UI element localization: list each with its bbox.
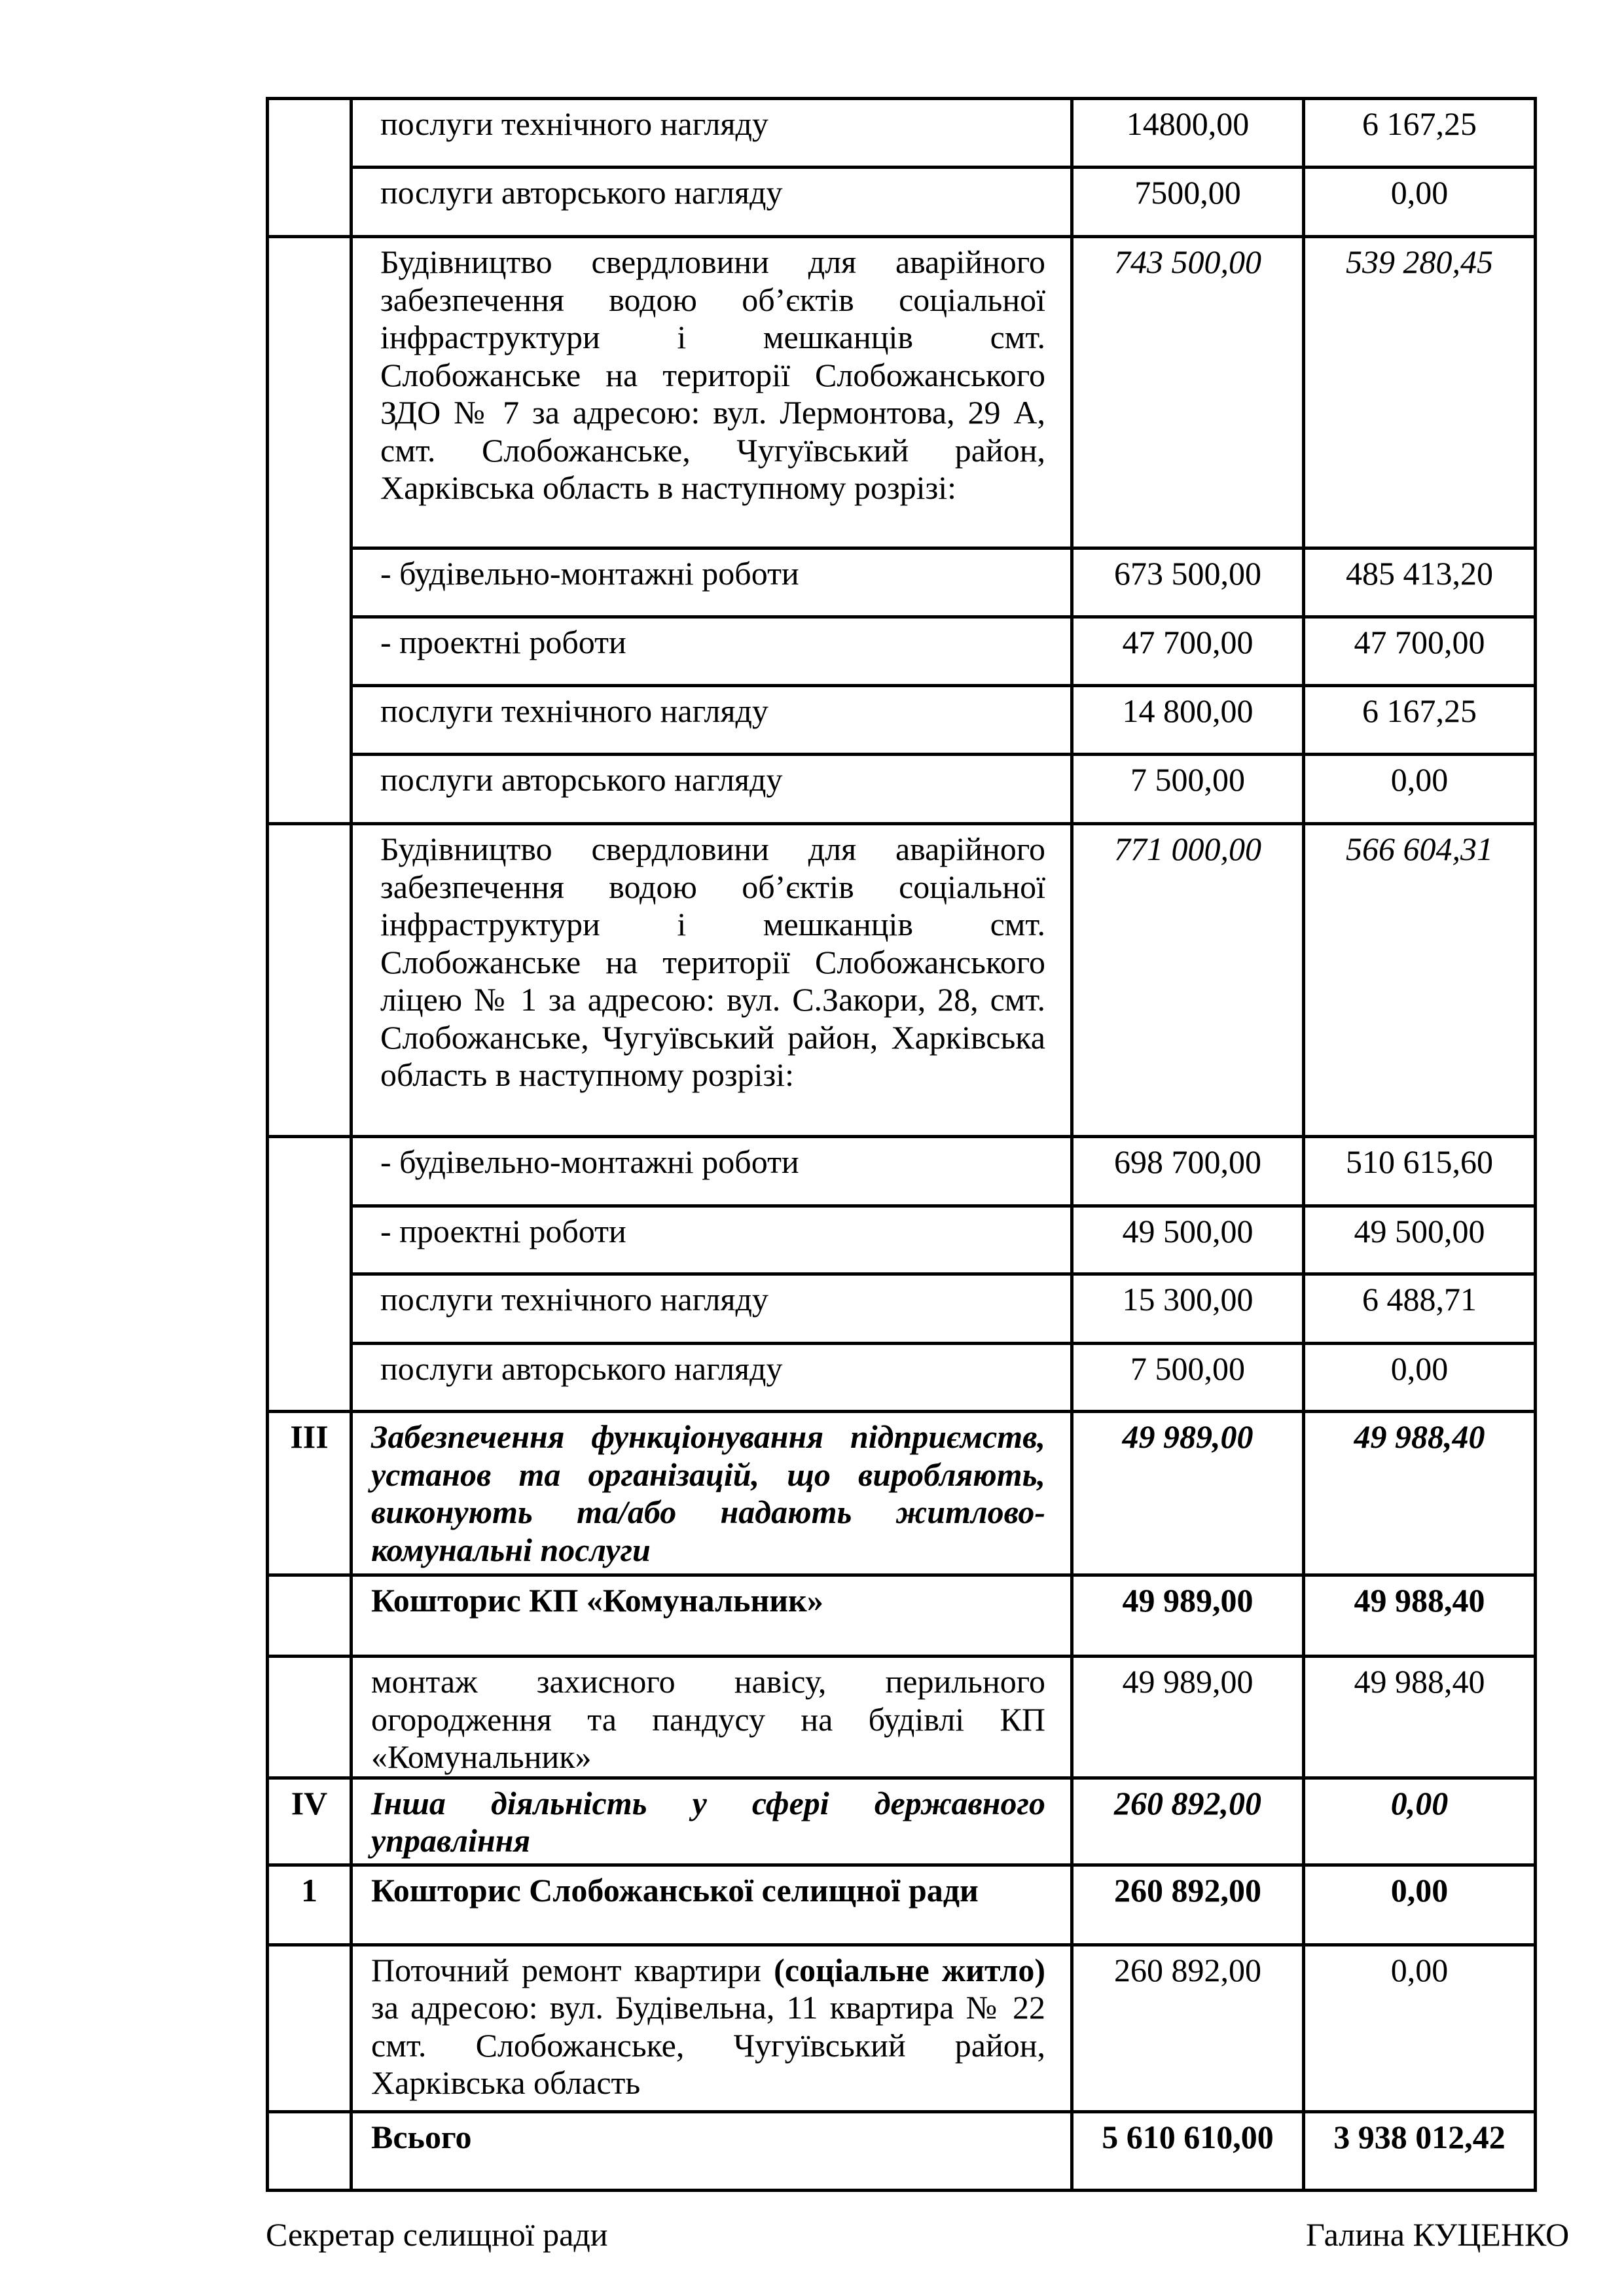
row-plan-amount: 260 892,00	[1072, 1945, 1304, 2111]
row-actual-amount: 0,00	[1304, 1865, 1536, 1945]
table-row	[268, 1865, 1536, 1945]
row-index	[268, 2111, 352, 2190]
row-description: послуги авторського нагляду	[352, 1344, 1072, 1412]
table-row	[268, 1575, 1536, 1657]
row-description: Кошторис КП «Комунальник»	[352, 1575, 1072, 1657]
row-description: послуги технічного нагляду	[352, 99, 1072, 168]
row-description: послуги авторського нагляду	[352, 755, 1072, 824]
table-row	[268, 1945, 1536, 2111]
row-description: - проектні роботи	[352, 617, 1072, 686]
row-plan-amount: 260 892,00	[1072, 1865, 1304, 1945]
row-index	[268, 237, 352, 824]
table-row	[268, 1344, 1536, 1412]
row-description: Поточний ремонт квартири (соціальне житло) за адресою: вул. Будівельна, 11 квартира № 22 смт. Слобожанське, Чугуївський район, Харківська область	[352, 1945, 1072, 2111]
row-index: 1	[268, 1865, 352, 1945]
budget-table	[266, 97, 1537, 2192]
row-description: послуги технічного нагляду	[352, 686, 1072, 755]
section-title: Інша діяльність у сфері державного управління	[352, 1778, 1072, 1865]
row-description: - будівельно-монтажні роботи	[352, 1137, 1072, 1206]
section-number: IV	[268, 1778, 352, 1865]
row-description: Будівництво свердловини для аварійного забезпечення водою об’єктів соціальної інфраструктури і мешканців смт. Слобожанське на території Слобожанського ліцею № 1 за адресою: вул. С.Закори, 28, смт. Слобожанське, Чугуївський район, Харківська область в наступному розрізі:	[352, 824, 1072, 1137]
row-plan-amount: 673 500,00	[1072, 548, 1304, 617]
table-row	[268, 99, 1536, 168]
row-index	[268, 99, 352, 237]
row-plan-amount: 49 989,00	[1072, 1412, 1304, 1575]
row-actual-amount: 566 604,31	[1304, 824, 1536, 1137]
total-label: Всього	[352, 2111, 1072, 2190]
table-row	[268, 1657, 1536, 1778]
table-row	[268, 686, 1536, 755]
section-number: III	[268, 1412, 352, 1575]
row-description: - проектні роботи	[352, 1206, 1072, 1274]
row-actual-amount: 49 500,00	[1304, 1206, 1536, 1274]
row-actual-amount: 6 167,25	[1304, 99, 1536, 168]
row-plan-amount: 14800,00	[1072, 99, 1304, 168]
row-actual-amount: 0,00	[1304, 1945, 1536, 2111]
row-plan-amount: 14 800,00	[1072, 686, 1304, 755]
row-actual-amount: 6 488,71	[1304, 1274, 1536, 1344]
table-row	[268, 1137, 1536, 1206]
section-row	[268, 1778, 1536, 1865]
section-title: Забезпечення функціонування підприємств, установ та організацій, що виробляють, виконують та/або надають житлово-комунальні послуги	[352, 1412, 1072, 1575]
row-description: послуги технічного нагляду	[352, 1274, 1072, 1344]
table-row	[268, 1206, 1536, 1274]
table-row	[268, 548, 1536, 617]
table-row	[268, 755, 1536, 824]
row-plan-amount: 15 300,00	[1072, 1274, 1304, 1344]
total-row	[268, 2111, 1536, 2190]
row-actual-amount: 0,00	[1304, 1344, 1536, 1412]
row-plan-amount: 49 989,00	[1072, 1657, 1304, 1778]
row-index	[268, 1945, 352, 2111]
signatory-name: Галина КУЦЕНКО	[1306, 2216, 1570, 2253]
total-plan-amount: 5 610 610,00	[1072, 2111, 1304, 2190]
row-description: Будівництво свердловини для аварійного забезпечення водою об’єктів соціальної інфраструктури і мешканців смт. Слобожанське на території Слобожанського ЗДО № 7 за адресою: вул. Лермонтова, 29 А, смт. Слобожанське, Чугуївський район, Харківська область в наступному розрізі:	[352, 237, 1072, 548]
row-actual-amount: 47 700,00	[1304, 617, 1536, 686]
row-index	[268, 1657, 352, 1778]
row-description: Кошторис Слобожанської селищної ради	[352, 1865, 1072, 1945]
row-actual-amount: 0,00	[1304, 168, 1536, 237]
row-actual-amount: 49 988,40	[1304, 1657, 1536, 1778]
row-plan-amount: 260 892,00	[1072, 1778, 1304, 1865]
row-index	[268, 824, 352, 1137]
row-plan-amount: 49 989,00	[1072, 1575, 1304, 1657]
total-actual-amount: 3 938 012,42	[1304, 2111, 1536, 2190]
row-plan-amount: 7 500,00	[1072, 1344, 1304, 1412]
row-actual-amount: 510 615,60	[1304, 1137, 1536, 1206]
row-description: - будівельно-монтажні роботи	[352, 548, 1072, 617]
table-row	[268, 237, 1536, 548]
row-actual-amount: 485 413,20	[1304, 548, 1536, 617]
row-plan-amount: 7 500,00	[1072, 755, 1304, 824]
table-row	[268, 1274, 1536, 1344]
row-description: монтаж захисного навісу, перильного огородження та пандусу на будівлі КП «Комунальник»	[352, 1657, 1072, 1778]
section-row	[268, 1412, 1536, 1575]
row-plan-amount: 771 000,00	[1072, 824, 1304, 1137]
row-plan-amount: 49 500,00	[1072, 1206, 1304, 1274]
row-plan-amount: 47 700,00	[1072, 617, 1304, 686]
table-row	[268, 168, 1536, 237]
row-description: послуги авторського нагляду	[352, 168, 1072, 237]
row-actual-amount: 49 988,40	[1304, 1412, 1536, 1575]
row-plan-amount: 7500,00	[1072, 168, 1304, 237]
row-plan-amount: 698 700,00	[1072, 1137, 1304, 1206]
row-actual-amount: 0,00	[1304, 1778, 1536, 1865]
row-actual-amount: 49 988,40	[1304, 1575, 1536, 1657]
signatory-position: Секретар селищної ради	[266, 2216, 608, 2253]
row-actual-amount: 6 167,25	[1304, 686, 1536, 755]
row-index	[268, 1575, 352, 1657]
row-plan-amount: 743 500,00	[1072, 237, 1304, 548]
row-actual-amount: 539 280,45	[1304, 237, 1536, 548]
row-actual-amount: 0,00	[1304, 755, 1536, 824]
row-index	[268, 1137, 352, 1412]
table-row	[268, 617, 1536, 686]
table-row	[268, 824, 1536, 1137]
